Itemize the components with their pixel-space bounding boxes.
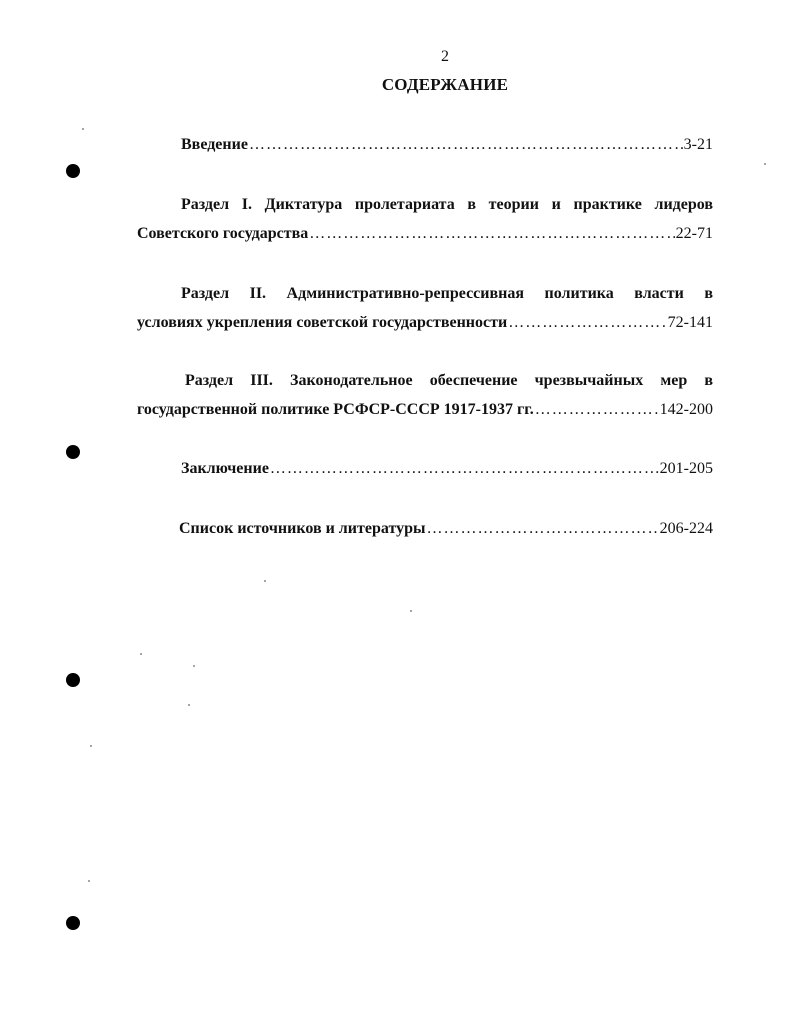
toc-entry-title-line1: Раздел II. Административно-репрессивная политика власти в bbox=[181, 285, 713, 302]
toc-page-range: 72-141 bbox=[667, 314, 713, 331]
scan-speck bbox=[264, 580, 266, 582]
scan-speck bbox=[410, 610, 412, 612]
toc-entry-title-line1: Раздел I. Диктатура пролетариата в теории и практике лидеров bbox=[181, 196, 713, 213]
toc-entry-section-2 bbox=[137, 279, 713, 337]
punch-hole-mark bbox=[66, 445, 80, 459]
punch-hole-mark bbox=[66, 164, 80, 178]
toc-entry-title: Введение bbox=[181, 136, 248, 153]
punch-hole-mark bbox=[66, 916, 80, 930]
punch-hole-mark bbox=[66, 673, 80, 687]
scan-speck bbox=[764, 163, 766, 165]
scan-speck bbox=[193, 665, 195, 667]
toc-leader-dots bbox=[426, 514, 658, 543]
toc-entry-title: Заключение bbox=[181, 460, 269, 477]
toc-entry-title: Список источников и литературы bbox=[179, 520, 426, 537]
toc-entry-intro bbox=[137, 130, 713, 159]
toc-entry-title-line2: условиях укрепления советской государственности bbox=[137, 314, 508, 331]
toc-entry-section-3 bbox=[137, 366, 713, 424]
toc-page-range: 22-71 bbox=[675, 225, 713, 242]
toc-entry-section-1 bbox=[137, 190, 713, 248]
scan-speck bbox=[188, 704, 190, 706]
toc-leader-dots bbox=[535, 395, 659, 424]
toc-page-range: 201-205 bbox=[659, 460, 713, 477]
toc-entry-sources bbox=[137, 514, 713, 543]
toc-entry-title-line2: Советского государства bbox=[137, 225, 309, 242]
scan-speck bbox=[82, 128, 84, 130]
toc-page-range: 3-21 bbox=[683, 136, 713, 153]
toc-leader-dots bbox=[249, 130, 683, 159]
scan-speck bbox=[88, 880, 90, 882]
toc-page-range: 142-200 bbox=[659, 401, 713, 418]
page-number: 2 bbox=[441, 48, 449, 65]
scan-speck bbox=[140, 653, 142, 655]
toc-page-range: 206-224 bbox=[659, 520, 713, 537]
scan-speck bbox=[90, 745, 92, 747]
page-title: СОДЕРЖАНИЕ bbox=[381, 75, 509, 94]
toc-leader-dots bbox=[270, 454, 659, 483]
toc-leader-dots bbox=[508, 308, 666, 337]
toc-entry-title-line2: государственной политике РСФСР-СССР 1917-1937 гг. bbox=[137, 401, 534, 418]
toc-entry-conclusion bbox=[137, 454, 713, 483]
toc-leader-dots bbox=[309, 219, 674, 248]
toc-entry-title-line1: Раздел III. Законодательное обеспечение чрезвычайных мер в bbox=[185, 372, 713, 389]
